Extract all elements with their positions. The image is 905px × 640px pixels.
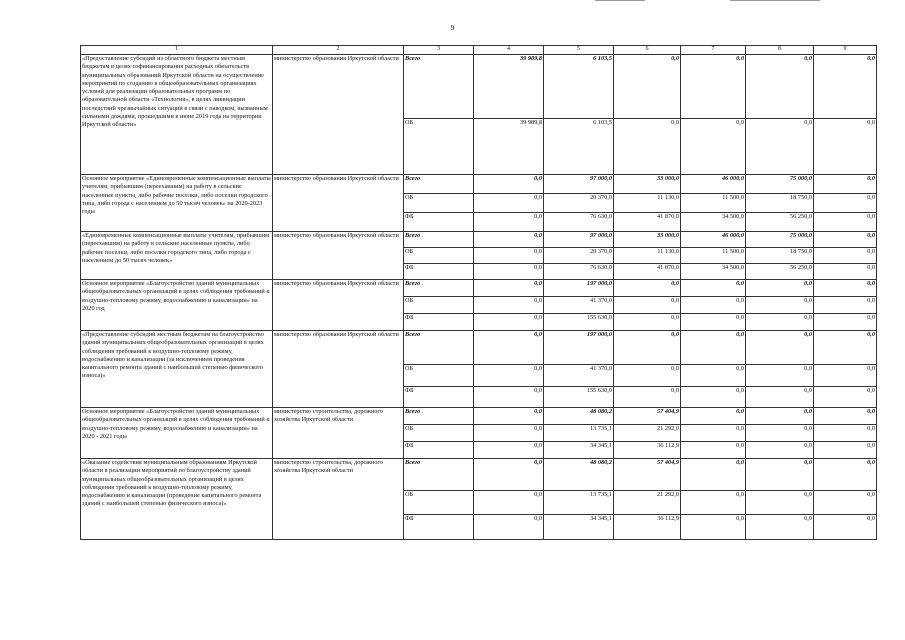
amount-cell: 0,0 [814, 330, 877, 364]
amount-cell: 0,0 [474, 296, 544, 313]
amount-cell: 6 103,5 [544, 54, 614, 118]
amount-cell: 6 103,5 [544, 118, 614, 174]
amount-cell: 0,0 [746, 296, 814, 313]
amount-cell: 0,0 [814, 424, 877, 441]
amount-cell: 0,0 [474, 490, 544, 514]
amount-cell: 0,0 [474, 193, 544, 212]
amount-cell: 0,0 [681, 458, 746, 490]
amount-cell: 76 630,0 [544, 212, 614, 231]
amount-cell: 0,0 [614, 364, 681, 386]
amount-cell: 0,0 [474, 514, 544, 539]
amount-cell: 0,0 [614, 313, 681, 330]
amount-cell: 0,0 [474, 231, 544, 247]
amount-cell: 11 500,0 [681, 247, 746, 263]
responsible-executor: министерство образования Иркутской области [273, 231, 404, 279]
amount-cell: 0,0 [746, 441, 814, 458]
amount-cell: 0,0 [814, 490, 877, 514]
amount-cell: 41 870,0 [614, 263, 681, 279]
amount-cell: 0,0 [814, 174, 877, 193]
funding-source: ОБ [404, 118, 474, 174]
amount-cell: 0,0 [474, 313, 544, 330]
column-number-row [81, 46, 877, 55]
amount-cell: 0,0 [814, 212, 877, 231]
amount-cell: 0,0 [814, 54, 877, 118]
amount-cell: 97 000,0 [544, 174, 614, 193]
amount-cell: 39 989,8 [474, 54, 544, 118]
amount-cell: 0,0 [746, 407, 814, 424]
table-row-total [81, 330, 877, 364]
column-number: 2 [273, 46, 404, 55]
amount-cell: 0,0 [474, 458, 544, 490]
measure-name: «Предоставление субсидий из областного бюджета местным бюджетам в целях софинансирования расходных обязательств муниципальных образований Иркутской области на осуществление мероприятий по созданию в общеобразовательных организациях условий для реализации образовательных программ по образовательной области «Технология», в целях ликвидации последствий чрезвычайных ситуаций в связи с паводком, вызванным сильными дождями, прошедшими в июне 2019 года на территории Иркутской области» [81, 54, 273, 174]
column-number: 5 [544, 46, 614, 55]
amount-cell: 0,0 [681, 407, 746, 424]
amount-cell: 0,0 [614, 54, 681, 118]
funding-source: ФБ [404, 514, 474, 539]
amount-cell: 34 500,0 [681, 263, 746, 279]
amount-cell: 0,0 [474, 247, 544, 263]
funding-source: Всего [404, 279, 474, 296]
column-number: 3 [404, 46, 474, 55]
amount-cell: 0,0 [814, 514, 877, 539]
amount-cell: 36 112,9 [614, 441, 681, 458]
scan-edge-line [730, 0, 820, 1]
funding-source: ОБ [404, 490, 474, 514]
amount-cell: 0,0 [474, 364, 544, 386]
amount-cell: 0,0 [814, 364, 877, 386]
amount-cell: 46 000,0 [681, 231, 746, 247]
amount-cell: 11 500,0 [681, 193, 746, 212]
amount-cell: 0,0 [814, 263, 877, 279]
amount-cell: 0,0 [814, 458, 877, 490]
amount-cell: 21 292,0 [614, 424, 681, 441]
funding-source: ОБ [404, 364, 474, 386]
amount-cell: 20 370,0 [544, 193, 614, 212]
funding-source: Всего [404, 330, 474, 364]
amount-cell: 0,0 [746, 54, 814, 118]
amount-cell: 0,0 [474, 407, 544, 424]
responsible-executor: министерство образования Иркутской области [273, 279, 404, 330]
table-row-total [81, 458, 877, 490]
amount-cell: 13 735,1 [544, 490, 614, 514]
amount-cell: 0,0 [746, 118, 814, 174]
amount-cell: 0,0 [614, 296, 681, 313]
amount-cell: 0,0 [746, 458, 814, 490]
amount-cell: 36 112,9 [614, 514, 681, 539]
amount-cell: 33 000,0 [614, 174, 681, 193]
amount-cell: 18 750,0 [746, 193, 814, 212]
amount-cell: 41 370,0 [544, 296, 614, 313]
amount-cell: 75 000,0 [746, 231, 814, 247]
amount-cell: 11 130,0 [614, 193, 681, 212]
funding-source: ОБ [404, 247, 474, 263]
funding-source: ФБ [404, 441, 474, 458]
amount-cell: 41 370,0 [544, 364, 614, 386]
amount-cell: 0,0 [814, 407, 877, 424]
amount-cell: 0,0 [814, 296, 877, 313]
amount-cell: 197 000,0 [544, 279, 614, 296]
column-number: 4 [474, 46, 544, 55]
amount-cell: 0,0 [614, 118, 681, 174]
amount-cell: 0,0 [814, 279, 877, 296]
funding-source: Всего [404, 231, 474, 247]
amount-cell: 0,0 [746, 313, 814, 330]
amount-cell: 76 630,0 [544, 263, 614, 279]
amount-cell: 0,0 [681, 54, 746, 118]
amount-cell: 0,0 [746, 514, 814, 539]
scan-edge-line [595, 0, 645, 1]
amount-cell: 57 404,9 [614, 407, 681, 424]
amount-cell: 0,0 [474, 174, 544, 193]
amount-cell: 18 750,0 [746, 247, 814, 263]
column-number: 8 [746, 46, 814, 55]
table-row-total [81, 174, 877, 193]
amount-cell: 97 000,0 [544, 231, 614, 247]
amount-cell: 0,0 [681, 490, 746, 514]
amount-cell: 0,0 [814, 386, 877, 407]
funding-source: ОБ [404, 193, 474, 212]
amount-cell: 0,0 [614, 279, 681, 296]
amount-cell: 155 630,0 [544, 313, 614, 330]
column-number: 9 [814, 46, 877, 55]
amount-cell: 48 080,2 [544, 407, 614, 424]
amount-cell: 0,0 [681, 313, 746, 330]
amount-cell: 0,0 [681, 118, 746, 174]
amount-cell: 0,0 [746, 330, 814, 364]
table-row-total [81, 231, 877, 247]
amount-cell: 48 080,2 [544, 458, 614, 490]
amount-cell: 0,0 [474, 212, 544, 231]
amount-cell: 0,0 [474, 441, 544, 458]
measure-name: «Единовременные компенсационные выплаты учителям, прибывшим (переехавшим) на работу в сельские населенные пункты, либо рабочие поселки, либо поселки городского типа, либо города с населением до 50 тысяч человек» [81, 231, 273, 279]
amount-cell: 0,0 [814, 247, 877, 263]
responsible-executor: министерство образования Иркутской области [273, 54, 404, 174]
amount-cell: 0,0 [681, 364, 746, 386]
amount-cell: 34 500,0 [681, 212, 746, 231]
responsible-executor: министерство строительства, дорожного хозяйства Иркутской области [273, 407, 404, 458]
amount-cell: 46 000,0 [681, 174, 746, 193]
amount-cell: 20 370,0 [544, 247, 614, 263]
funding-source: ОБ [404, 424, 474, 441]
amount-cell: 0,0 [474, 424, 544, 441]
amount-cell: 0,0 [746, 386, 814, 407]
amount-cell: 56 250,0 [746, 212, 814, 231]
measure-name: Основное мероприятие «Благоустройство зданий муниципальных общеобразовательных организаций в целях соблюдения требований к воздушно-тепловому режиму, водоснабжению и канализации» на 2020 год [81, 279, 273, 330]
amount-cell: 0,0 [814, 441, 877, 458]
amount-cell: 33 000,0 [614, 231, 681, 247]
table-row-total [81, 407, 877, 424]
amount-cell: 0,0 [474, 386, 544, 407]
measure-name: «Оказание содействия муниципальным образованиям Иркутской области в реализации мероприятий по благоустройству зданий муниципальных общеобразовательных организаций в целях соблюдения требований к воздушно-тепловому режиму, водоснабжению и канализации (проведение капитального ремонта зданий с наибольшей степенью физического износа)» [81, 458, 273, 539]
amount-cell: 34 345,1 [544, 514, 614, 539]
measure-name: Основное мероприятие «Благоустройство зданий муниципальных общеобразовательных организаций в целях соблюдения требований к воздушно-тепловому режиму, водоснабжению и канализации» на 2020 - 2021 годы [81, 407, 273, 458]
amount-cell: 0,0 [681, 296, 746, 313]
amount-cell: 0,0 [681, 386, 746, 407]
table-row-total [81, 279, 877, 296]
funding-source: ФБ [404, 313, 474, 330]
column-number: 1 [81, 46, 273, 55]
amount-cell: 155 630,0 [544, 386, 614, 407]
funding-source: ФБ [404, 386, 474, 407]
measure-name: «Предоставление субсидий местным бюджетам на благоустройство зданий муниципальных общеобразовательных организаций в целях соблюдения требований к воздушно-тепловому режиму, водоснабжению и канализации (за исключением проведения капитального ремонта зданий с наибольшей степенью физического износа)» [81, 330, 273, 407]
amount-cell: 0,0 [746, 364, 814, 386]
amount-cell: 197 000,0 [544, 330, 614, 364]
amount-cell: 0,0 [681, 514, 746, 539]
amount-cell: 0,0 [746, 490, 814, 514]
amount-cell: 21 292,0 [614, 490, 681, 514]
responsible-executor: министерство строительства, дорожного хозяйства Иркутской области [273, 458, 404, 539]
amount-cell: 0,0 [746, 424, 814, 441]
amount-cell: 0,0 [746, 279, 814, 296]
amount-cell: 0,0 [474, 263, 544, 279]
amount-cell: 0,0 [814, 313, 877, 330]
amount-cell: 0,0 [474, 330, 544, 364]
funding-source: ФБ [404, 212, 474, 231]
amount-cell: 56 250,0 [746, 263, 814, 279]
column-number: 7 [681, 46, 746, 55]
funding-source: ФБ [404, 263, 474, 279]
amount-cell: 57 404,9 [614, 458, 681, 490]
funding-source: ОБ [404, 296, 474, 313]
amount-cell: 13 735,1 [544, 424, 614, 441]
funding-source: Всего [404, 407, 474, 424]
amount-cell: 41 870,0 [614, 212, 681, 231]
responsible-executor: министерство образования Иркутской области [273, 174, 404, 231]
measure-name: Основное мероприятие «Единовременные компенсационные выплаты учителям, прибывшим (переехавшим) на работу в сельские населенные пункты, либо рабочие поселки, либо поселки городского типа, либо города с населением до 50 тысяч человек» на 2020-2023 годы [81, 174, 273, 231]
amount-cell: 0,0 [681, 279, 746, 296]
responsible-executor: министерство образования Иркутской области [273, 330, 404, 407]
page-number: 9 [450, 24, 455, 32]
amount-cell: 0,0 [681, 424, 746, 441]
column-number: 6 [614, 46, 681, 55]
amount-cell: 34 345,1 [544, 441, 614, 458]
amount-cell: 0,0 [681, 441, 746, 458]
amount-cell: 0,0 [814, 231, 877, 247]
table-row-total [81, 54, 877, 118]
amount-cell: 11 130,0 [614, 247, 681, 263]
amount-cell: 0,0 [614, 330, 681, 364]
amount-cell: 75 000,0 [746, 174, 814, 193]
amount-cell: 0,0 [681, 330, 746, 364]
amount-cell: 0,0 [614, 386, 681, 407]
amount-cell: 0,0 [474, 279, 544, 296]
funding-source: Всего [404, 54, 474, 118]
amount-cell: 0,0 [814, 118, 877, 174]
amount-cell: 39 989,8 [474, 118, 544, 174]
budget-table [80, 45, 877, 540]
funding-source: Всего [404, 458, 474, 490]
funding-source: Всего [404, 174, 474, 193]
amount-cell: 0,0 [814, 193, 877, 212]
